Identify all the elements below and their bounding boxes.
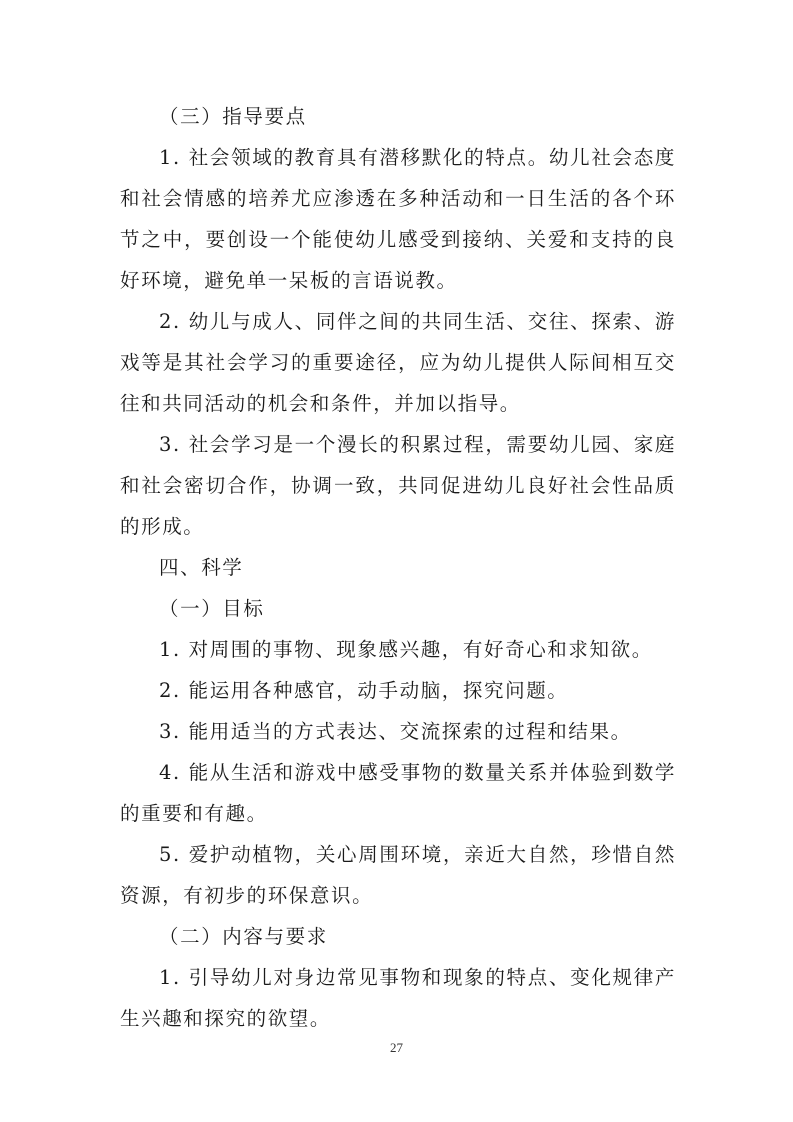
subsection-heading-content-requirements: （二）内容与要求 [159,925,328,948]
section-heading-science: 四、科学 [159,556,244,579]
paragraph-goal-2: 2. 能运用各种感官，动手动脑，探究问题。 [159,679,569,702]
document-body [120,96,676,1039]
subsection-heading-goals: （一）目标 [159,597,265,620]
paragraph-goal-4: 4. 能从生活和游戏中感受事物的数量关系并体验到数学的重要和有趣。 [120,761,676,825]
section-heading-guidance-points: （三）指导要点 [159,105,307,128]
page-number: 27 [390,1040,403,1055]
paragraph-social-point-3: 3. 社会学习是一个漫长的积累过程，需要幼儿园、家庭和社会密切合作，协调一致，共同促进幼儿良好社会性品质的形成。 [120,433,676,538]
paragraph-social-point-1: 1. 社会领域的教育具有潜移默化的特点。幼儿社会态度和社会情感的培养尤应渗透在多种活动和一日生活的各个环节之中，要创设一个能使幼儿感受到接纳、关爱和支持的良好环境，避免单一呆板的言语说教。 [120,146,676,292]
paragraph-goal-5: 5. 爱护动植物，关心周围环境，亲近大自然，珍惜自然资源，有初步的环保意识。 [120,843,676,907]
paragraph-social-point-2: 2. 幼儿与成人、同伴之间的共同生活、交往、探索、游戏等是其社会学习的重要途径，应为幼儿提供人际间相互交往和共同活动的机会和条件，并加以指导。 [120,310,676,415]
paragraph-goal-1: 1. 对周围的事物、现象感兴趣，有好奇心和求知欲。 [159,638,653,661]
paragraph-goal-3: 3. 能用适当的方式表达、交流探索的过程和结果。 [159,720,632,743]
paragraph-content-1: 1. 引导幼儿对身边常见事物和现象的特点、变化规律产生兴趣和探究的欲望。 [120,966,676,1030]
